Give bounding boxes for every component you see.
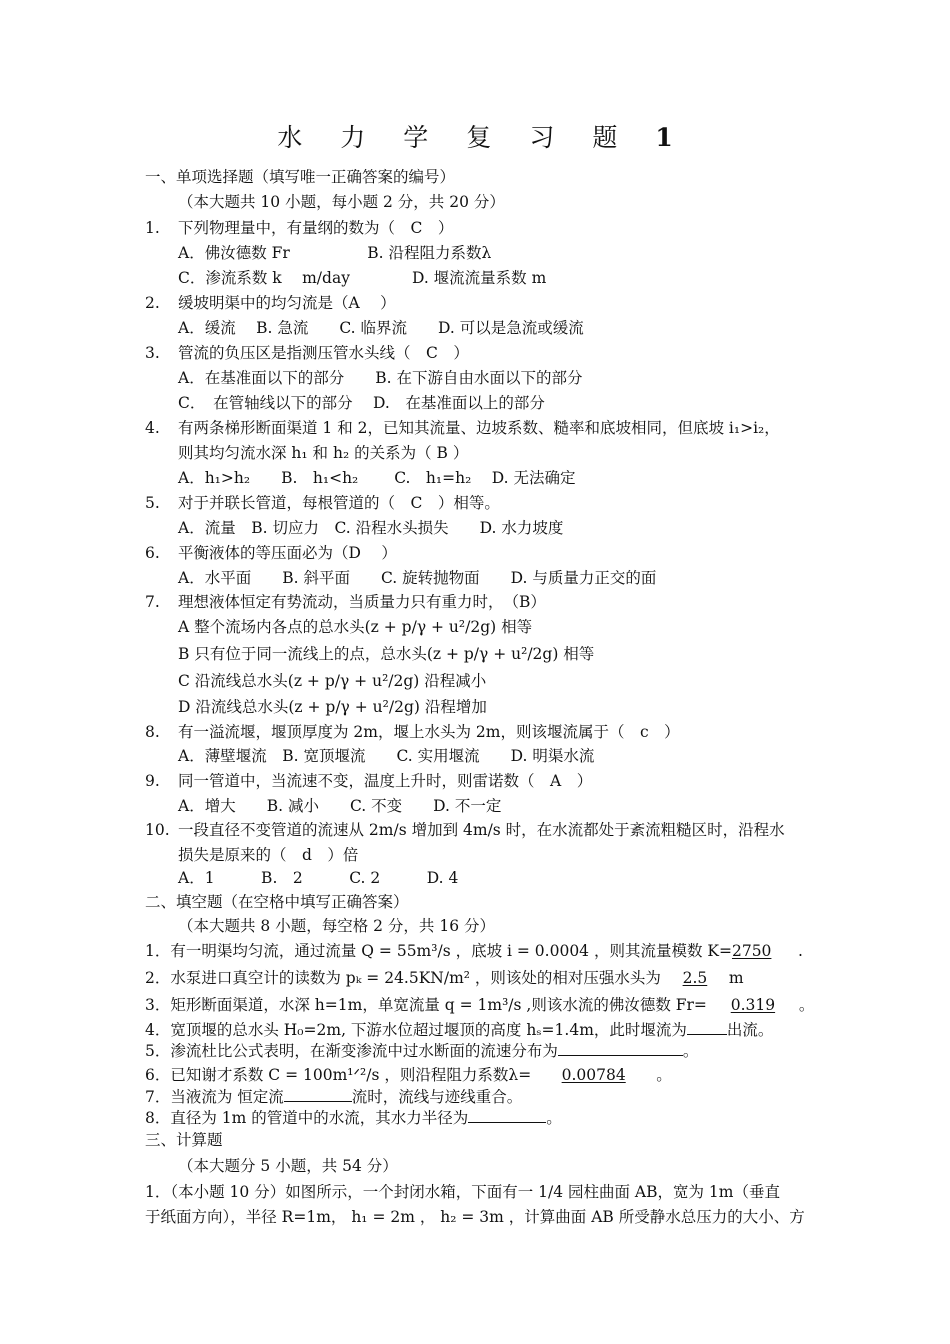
question-options: C．渗流系数 k m/day D. 堰流流量系数 m: [178, 269, 547, 287]
question-options: A．h₁>h₂ B. h₁<h₂ C. h₁=h₂ D. 无法确定: [178, 469, 576, 487]
fill-item-text: 6．已知谢才系数 C = 100m¹ᐟ²/s ，则沿程阻力系数λ=: [145, 1066, 532, 1084]
fill-answer: 2750: [731, 942, 772, 960]
question-number: 2.: [145, 294, 160, 312]
question-number: 5.: [145, 494, 160, 512]
fill-item-text: 8．直径为 1m 的管道中的水流，其水力半径为: [145, 1109, 469, 1127]
question-options: C 沿流线总水头(z + p/γ + u²/2g) 沿程减小: [178, 672, 487, 690]
question-stem: 同一管道中，当流速不变，温度上升时，则雷诺数（ A ）: [178, 772, 593, 790]
section1-note: （本大题共 10 小题，每小题 2 分，共 20 分）: [178, 193, 505, 211]
question-number: 1.: [145, 219, 160, 237]
fill-item-text: 5．渗流杜比公式表明，在渐变渗流中过水断面的流速分布为: [145, 1042, 558, 1060]
question-stem: 平衡液体的等压面必为（D ）: [178, 544, 397, 562]
fill-item: [145, 1041, 698, 1061]
fill-item-suffix: 。: [798, 996, 815, 1014]
fill-item: [145, 968, 744, 988]
question-options: D 沿流线总水头(z + p/γ + u²/2g) 沿程增加: [178, 698, 487, 716]
fill-blank: [468, 1108, 546, 1123]
question-stem-continued: 损失是原来的（ d ）倍: [178, 846, 359, 864]
question-options: A．缓流 B. 急流 C. 临界流 D. 可以是急流或缓流: [178, 319, 584, 337]
fill-blank: [687, 1020, 727, 1035]
fill-item-suffix: m: [728, 969, 744, 987]
fill-item-suffix: 。: [656, 1066, 672, 1084]
fill-item-suffix: 流时，流线与迹线重合。: [351, 1088, 523, 1106]
title-char: 题: [592, 123, 618, 152]
question-number: 6.: [145, 544, 160, 562]
question-options: A．在基准面以下的部分 B. 在下游自由水面以下的部分: [178, 369, 583, 387]
question-options: A．水平面 B. 斜平面 C. 旋转抛物面 D. 与质量力正交的面: [178, 569, 657, 587]
fill-item-text: 3．矩形断面渠道，水深 h=1m，单宽流量 q = 1m³/s ,则该水流的佛汝德数 Fr=: [145, 996, 707, 1014]
question-stem-continued: 则其均匀流水深 h₁ 和 h₂ 的关系为（ B ）: [178, 444, 469, 462]
fill-item-text: 2．水泵进口真空计的读数为 pₖ = 24.5KN/m² ，则该处的相对压强水头为: [145, 969, 661, 987]
question-number: 10.: [145, 821, 170, 839]
fill-item-suffix: 。: [682, 1042, 699, 1060]
fill-item-text: 1．有一明渠均匀流，通过流量 Q = 55m³/s ，底坡 i = 0.0004 ，则其流量模数 K=: [145, 942, 732, 960]
section3-note: （本大题分 5 小题，共 54 分）: [178, 1157, 398, 1175]
title-char: 习: [529, 123, 555, 152]
question-options: A．佛汝德数 Fr B. 沿程阻力系数λ: [178, 244, 492, 262]
fill-item-suffix: 。: [546, 1109, 562, 1127]
fill-item: [145, 1108, 562, 1128]
fill-blank: [284, 1087, 352, 1102]
question-options: A．薄壁堰流 B. 宽顶堰流 C. 实用堰流 D. 明渠水流: [178, 747, 595, 765]
question-options: A．流量 B. 切应力 C. 沿程水头损失 D. 水力坡度: [178, 519, 564, 537]
fill-item-text: 4．宽顶堰的总水头 H₀=2m, 下游水位超过堰顶的高度 hₛ=1.4m，此时堰流为: [145, 1021, 687, 1039]
calc-question-line: 于纸面方向），半径 R=1m， h₁ = 2m ， h₂ = 3m ，计算曲面 AB 所受静水总压力的大小、方: [145, 1208, 805, 1226]
question-stem: 管流的负压区是指测压管水头线（ C ）: [178, 344, 469, 362]
fill-answer: 0.00784: [561, 1066, 626, 1084]
section3-heading: 三、计算题: [145, 1131, 223, 1149]
question-options: A 整个流场内各点的总水头(z + p/γ + u²/2g) 相等: [178, 618, 533, 636]
question-stem: 有两条梯形断面渠道 1 和 2，已知其流量、边坡系数、糙率和底坡相同，但底坡 i₁>i₂，: [178, 419, 780, 437]
fill-item: [145, 995, 814, 1015]
fill-item: [145, 1065, 672, 1085]
section1-heading: 一、单项选择题（填写唯一正确答案的编号）: [145, 168, 456, 186]
fill-answer: 0.319: [730, 996, 776, 1014]
question-stem: 对于并联长管道，每根管道的（ C ）相等。: [178, 494, 500, 512]
title-char: 复: [466, 123, 492, 152]
question-stem: 缓坡明渠中的均匀流是（A ）: [178, 294, 396, 312]
fill-answer: 2.5: [682, 969, 708, 987]
question-stem: 理想液体恒定有势流动，当质量力只有重力时， （B）: [178, 593, 546, 611]
fill-item: [145, 941, 803, 961]
title-char: 水: [277, 123, 303, 152]
section2-note: （本大题共 8 小题，每空格 2 分，共 16 分）: [178, 917, 496, 935]
question-stem: 一段直径不变管道的流速从 2m/s 增加到 4m/s 时，在水流都处于紊流粗糙区时，沿程水: [178, 821, 785, 839]
question-number: 3.: [145, 344, 160, 362]
question-options: A．1 B. 2 C. 2 D. 4: [178, 869, 459, 887]
fill-blank: [558, 1041, 683, 1056]
question-options: B 只有位于同一流线上的点，总水头(z + p/γ + u²/2g) 相等: [178, 645, 595, 663]
page-title: [0, 118, 950, 154]
fill-item: [145, 1020, 773, 1040]
question-stem: 有一溢流堰，堰顶厚度为 2m，堰上水头为 2m，则该堰流属于（ c ）: [178, 723, 680, 741]
fill-item-suffix: .: [797, 942, 803, 960]
question-options: A．增大 B. 减小 C. 不变 D. 不一定: [178, 797, 502, 815]
section2-heading: 二、填空题（在空格中填写正确答案）: [145, 893, 409, 911]
title-char: 学: [403, 123, 429, 152]
question-number: 7.: [145, 593, 160, 611]
fill-item-text: 7．当液流为 恒定流: [145, 1088, 284, 1106]
question-options: C． 在管轴线以下的部分 D. 在基准面以上的部分: [178, 394, 545, 412]
title-char: 力: [340, 123, 366, 152]
question-number: 8.: [145, 723, 160, 741]
question-stem: 下列物理量中，有量纲的数为（ C ）: [178, 219, 454, 237]
fill-item-suffix: 出流。: [726, 1021, 774, 1039]
fill-item: [145, 1087, 522, 1107]
question-number: 4.: [145, 419, 160, 437]
question-number: 9.: [145, 772, 160, 790]
calc-question-line: 1．（本小题 10 分）如图所示，一个封闭水箱，下面有一 1/4 园柱曲面 AB，宽为 1m（垂直: [145, 1183, 780, 1201]
title-number: 1: [655, 123, 673, 152]
